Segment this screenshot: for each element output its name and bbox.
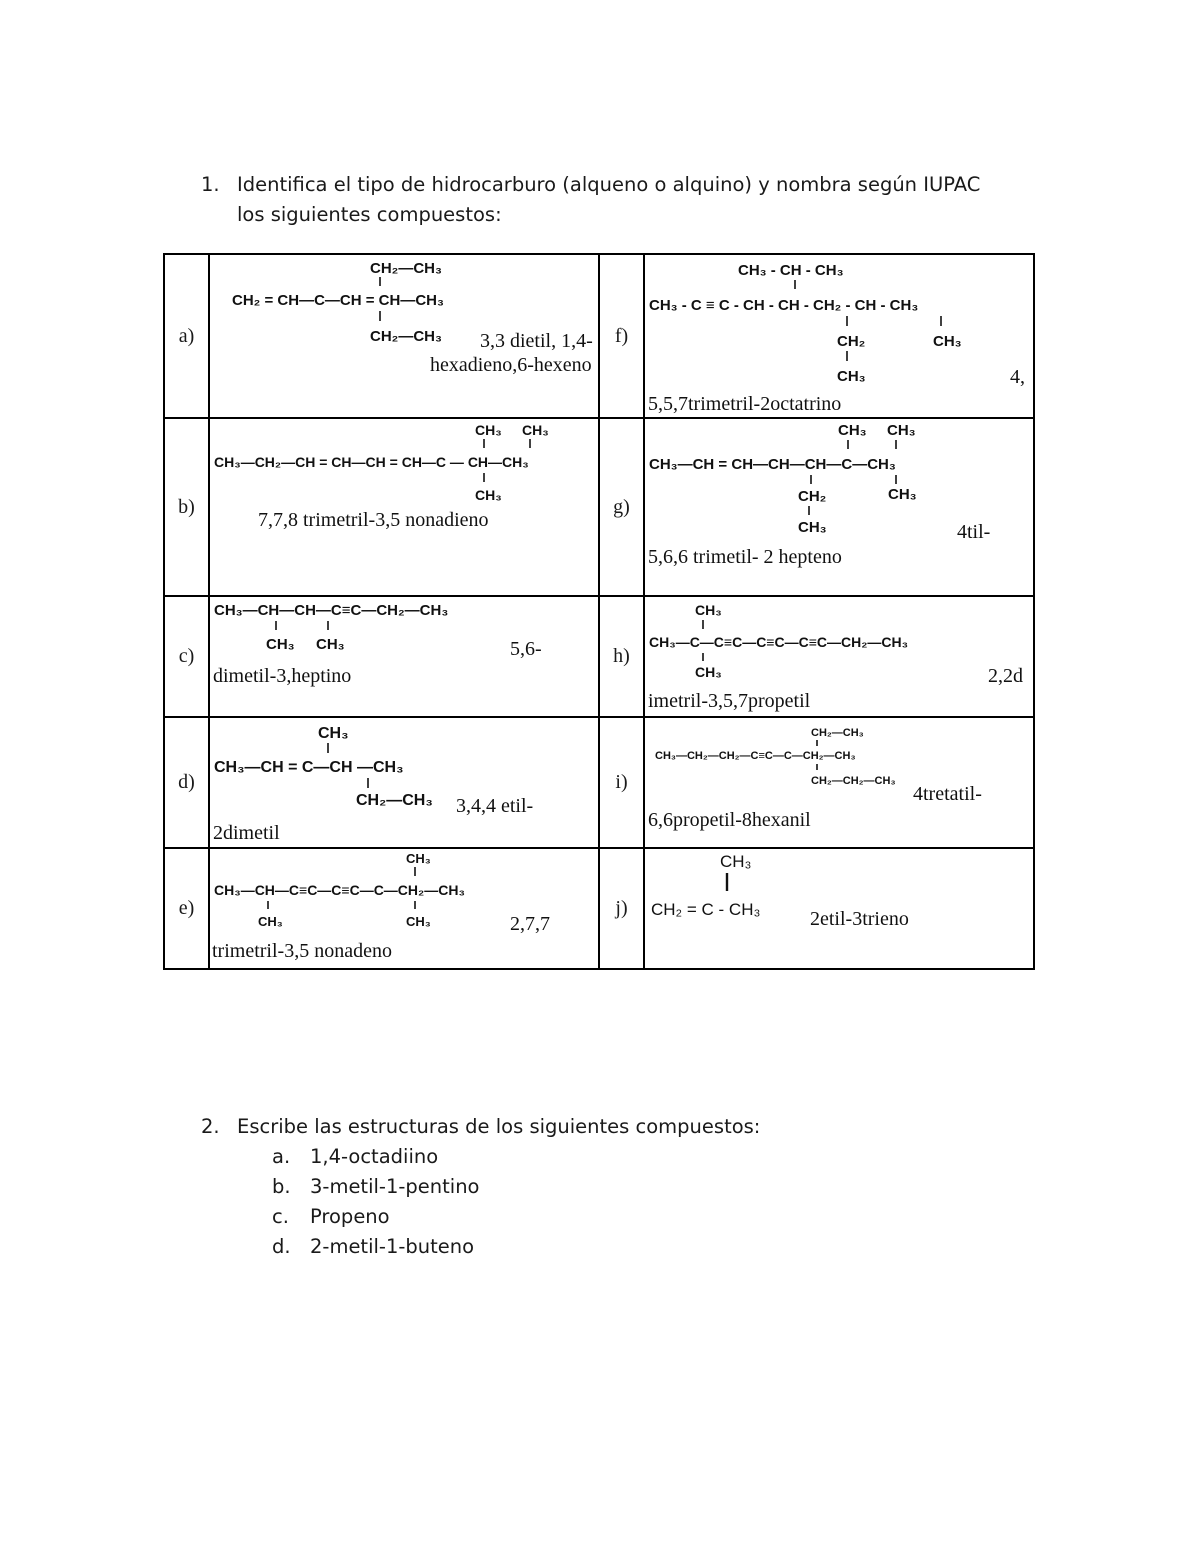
question-1-line-1: Identifica el tipo de hidrocarburo (alqueno o alquino) y nombra según IUPAC: [237, 173, 981, 196]
answer-d-line-1: 3,4,4 etil-: [456, 795, 534, 817]
label-b: b): [164, 418, 209, 596]
structure-c-sub-2: CH₃: [316, 636, 345, 653]
structure-e-top: CH₃: [406, 851, 431, 866]
structure-c-main: CH₃—CH—CH—C≡C—CH₂—CH₃: [214, 602, 449, 619]
label-h: h): [599, 596, 644, 717]
answer-d-line-2: 2dimetil: [213, 822, 280, 844]
list-item: [272, 1142, 672, 1172]
structure-f-sub-2: CH₃: [933, 333, 962, 350]
cell-a: [209, 254, 599, 418]
table-row: [164, 848, 1034, 969]
answer-b-line-1: 7,7,8 trimetril-3,5 nonadieno: [258, 509, 489, 531]
label-j: j): [599, 848, 644, 969]
structure-a-main: CH₂ = CH—C—CH = CH—CH₃: [232, 292, 444, 309]
answer-i-line-1: 4tretatil-: [913, 783, 982, 805]
structure-g-sub-1b: CH₃: [798, 519, 827, 536]
answer-h-line-2: imetril-3,5,7propetil: [648, 690, 811, 712]
structure-i-top: CH₂—CH₃: [811, 727, 864, 739]
label-c: c): [164, 596, 209, 717]
structure-a-top: CH₂—CH₃: [370, 260, 442, 277]
label-d: d): [164, 717, 209, 848]
cell-h: [644, 596, 1034, 717]
list-item: [272, 1232, 672, 1262]
structure-i-bottom: CH₂—CH₂—CH₃: [811, 775, 896, 787]
cell-j: [644, 848, 1034, 969]
structure-f-top: CH₃ - CH - CH₃: [738, 262, 844, 279]
cell-i: [644, 717, 1034, 848]
question-1: [201, 170, 1041, 234]
compounds-table: [163, 253, 1035, 970]
structure-e-sub-1: CH₃: [258, 914, 283, 929]
answer-a-line-1: 3,3 dietil, 1,4-: [480, 330, 593, 352]
cell-b: [209, 418, 599, 596]
answer-i-line-2: 6,6propetil-8hexanil: [648, 809, 811, 831]
list-item-text: 2-metil-1-buteno: [310, 1235, 475, 1258]
structure-f-main: CH₃ - C ≡ C - CH - CH - CH₂ - CH - CH₃: [649, 297, 919, 314]
table-row: [164, 254, 1034, 418]
structure-f-sub-1: CH₂: [837, 333, 866, 350]
structure-d-sub: CH₂—CH₃: [356, 792, 433, 809]
structure-h-top: CH₃: [695, 602, 722, 618]
list-item-text: 3-metil-1-pentino: [310, 1175, 480, 1198]
structure-j-top: CH₃: [720, 852, 752, 871]
question-2-number: 2.: [201, 1115, 220, 1138]
list-item-label: c.: [272, 1205, 289, 1228]
question-1-number: 1.: [201, 173, 220, 196]
answer-a-line-2: hexadieno,6-hexeno: [430, 354, 592, 376]
list-item-label: b.: [272, 1175, 291, 1198]
question-2-line: Escribe las estructuras de los siguientes compuestos:: [237, 1115, 761, 1138]
structure-g-sub-2: CH₃: [888, 486, 917, 503]
answer-g-line-2: 5,6,6 trimetil- 2 hepteno: [648, 546, 842, 568]
answer-f-line-1: 4,: [1010, 366, 1025, 388]
list-item-label: d.: [272, 1235, 291, 1258]
structure-a-bottom: CH₂—CH₃: [370, 328, 442, 345]
table-row: [164, 418, 1034, 596]
structure-g-sub-1: CH₂: [798, 488, 827, 505]
structure-g-main: CH₃—CH = CH—CH—CH—C—CH₃: [649, 456, 896, 473]
structure-b-top-1: CH₃: [475, 422, 502, 438]
structure-e-sub-2: CH₃: [406, 914, 431, 929]
structure-b-top-2: CH₃: [522, 422, 549, 438]
structure-c-sub-1: CH₃: [266, 636, 295, 653]
structure-d-main: CH₃—CH = C—CH —CH₃: [214, 759, 404, 776]
structure-f-sub-1b: CH₃: [837, 368, 866, 385]
cell-f: [644, 254, 1034, 418]
answer-g-line-1: 4til-: [957, 521, 991, 543]
label-f: f): [599, 254, 644, 418]
list-item-label: a.: [272, 1145, 291, 1168]
structure-b: [210, 419, 598, 593]
label-i: i): [599, 717, 644, 848]
label-e: e): [164, 848, 209, 969]
table-row: [164, 717, 1034, 848]
cell-c: [209, 596, 599, 717]
answer-e-line-2: trimetril-3,5 nonadeno: [212, 940, 392, 962]
structure-h-main: CH₃—C—C≡C—C≡C—C≡C—CH₂—CH₃: [649, 634, 909, 650]
structure-b-main: CH₃—CH₂—CH = CH—CH = CH—C — CH—CH₃: [214, 454, 529, 470]
cell-d: [209, 717, 599, 848]
structure-i-main: CH₃—CH₂—CH₂—C≡C—C—CH₂—CH₃: [655, 750, 856, 762]
cell-e: [209, 848, 599, 969]
structure-h-bottom: CH₃: [695, 664, 722, 680]
answer-c-line-1: 5,6-: [510, 638, 542, 660]
list-item: [272, 1172, 672, 1202]
answer-e-line-1: 2,7,7: [510, 913, 550, 935]
structure-d-top: CH₃: [318, 725, 349, 742]
answer-h-line-1: 2,2d: [988, 665, 1023, 687]
table-row: [164, 596, 1034, 717]
answer-j-line-1: 2etil-3trieno: [810, 908, 909, 930]
list-item-text: Propeno: [310, 1205, 390, 1228]
question-1-line-2: los siguientes compuestos:: [237, 203, 502, 226]
list-item: [272, 1202, 672, 1232]
structure-j-main: CH₂ = C - CH₃: [651, 900, 761, 919]
answer-f-line-2: 5,5,7trimetril-2octatrino: [648, 393, 842, 415]
label-g: g): [599, 418, 644, 596]
structure-f: [645, 255, 1033, 415]
label-a: a): [164, 254, 209, 418]
cell-g: [644, 418, 1034, 596]
structure-b-bottom: CH₃: [475, 487, 502, 503]
structure-g-top-2: CH₃: [887, 422, 916, 439]
answer-c-line-2: dimetil-3,heptino: [213, 665, 352, 687]
list-item-text: 1,4-octadiino: [310, 1145, 439, 1168]
structure-e-main: CH₃—CH—C≡C—C≡C—C—CH₂—CH₃: [214, 882, 465, 898]
structure-g-top-1: CH₃: [838, 422, 867, 439]
